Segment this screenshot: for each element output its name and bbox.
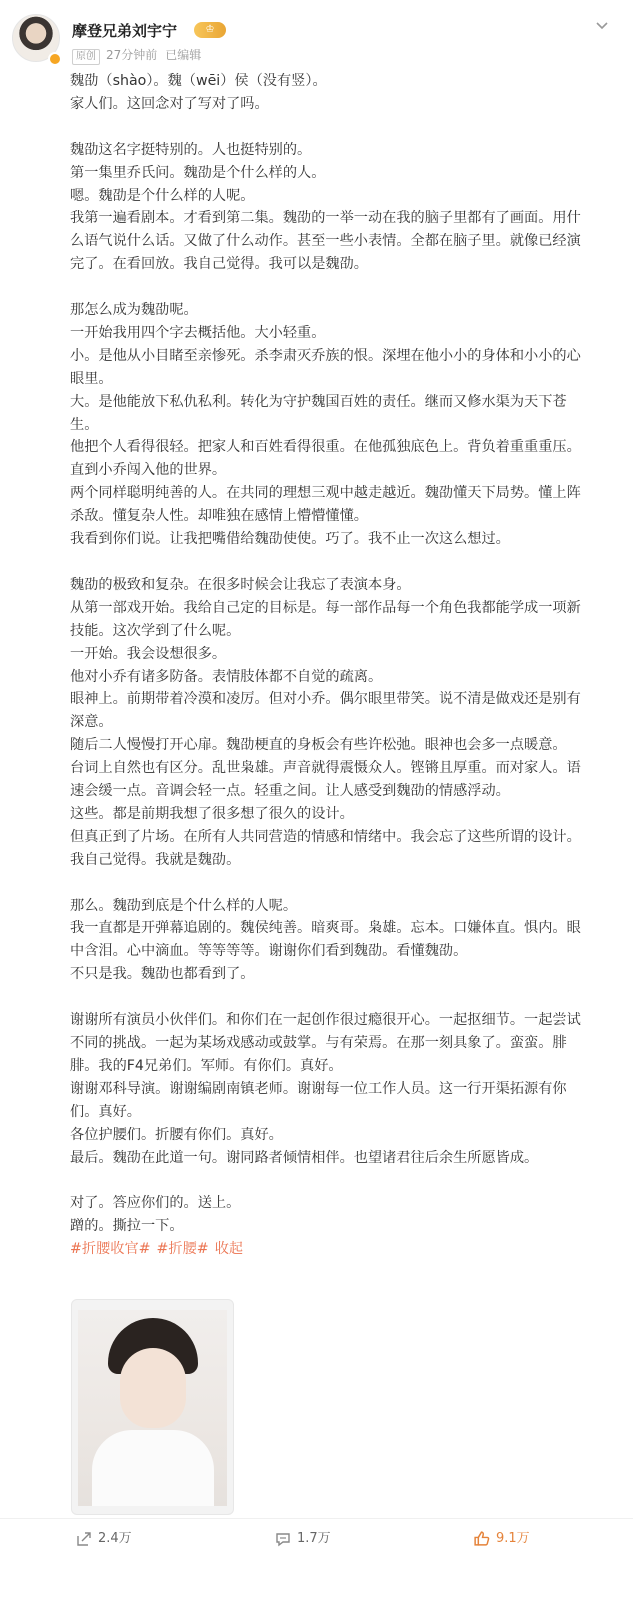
post-text-line: 他把个人看得很轻。把家人和百姓看得很重。在他孤独底色上。背负着重重重压。 [70, 439, 581, 456]
post-text-line: 直到小乔闯入他的世界。 [70, 462, 227, 479]
post-text-line: 谢谢邓科导演。谢谢编剧南镇老师。谢谢每一位工作人员。这一行开渠拓源有你 [70, 1080, 567, 1097]
post-text-line: 么语气说什么话。又做了什么动作。甚至一些小表情。全都在脑子里。就像已经演 [70, 233, 581, 250]
post-text-line: 那么。魏劭到底是个什么样的人呢。 [70, 897, 298, 914]
post-text-line: 嗯。魏劭是个什么样的人呢。 [70, 187, 255, 204]
paragraph-gap [70, 551, 603, 574]
post-header [12, 14, 612, 74]
post-text-line: 大。是他能放下私仇私利。转化为守护魏国百姓的责任。继而又修水渠为天下苍 [70, 393, 567, 410]
post-text-line: 各位护腰们。折腰有你们。真好。 [70, 1126, 283, 1143]
post-text-line: 台词上自然也有区分。乱世枭雄。声音就得震慑众人。铿锵且厚重。而对家人。语 [70, 760, 581, 777]
post-text-line: 技能。这次学到了什么呢。 [70, 622, 241, 639]
post-text-line: 我第一遍看剧本。才看到第二集。魏劭的一举一动在我的脑子里都有了画面。用什 [70, 210, 581, 227]
comment-count: 1.7万 [297, 1531, 331, 1546]
post-text-line: 蹭的。撕拉一下。 [70, 1218, 184, 1235]
post-text-line: 第一集里乔氏问。魏劭是个什么样的人。 [70, 164, 326, 181]
chevron-down-icon[interactable] [592, 18, 612, 38]
hashtag-link[interactable]: #折腰# [156, 1241, 209, 1258]
post-text-line: 小。是他从小目睹至亲惨死。杀李肃灭乔族的恨。深埋在他小小的身体和小小的心 [70, 347, 581, 364]
post-text-line: 中含泪。心中滴血。等等等等。谢谢你们看到魏劭。看懂魏劭。 [70, 943, 468, 960]
like-button[interactable] [473, 1529, 530, 1549]
comment-button[interactable] [275, 1529, 331, 1549]
post-text-line: 这些。都是前期我想了很多想了很久的设计。 [70, 805, 354, 822]
post-text-line: 他对小乔有诸多防备。表情肢体都不自觉的疏离。 [70, 668, 383, 685]
comment-icon [275, 1531, 291, 1547]
post-text-line: 一开始我用四个字去概括他。大小轻重。 [70, 324, 326, 341]
post-text-line: 眼里。 [70, 370, 113, 387]
hashtag-link[interactable]: #折腰收官# [70, 1241, 151, 1258]
post-text-line: 对了。答应你们的。送上。 [70, 1195, 241, 1212]
post-text-line: 随后二人慢慢打开心扉。魏劭梗直的身板会有些许松弛。眼神也会多一点暖意。 [70, 737, 567, 754]
paragraph-gap [70, 986, 603, 1009]
post-text-line: 那怎么成为魏劭呢。 [70, 302, 198, 319]
edited-label[interactable]: 已编辑 [165, 48, 202, 62]
paragraph-gap [70, 1169, 603, 1192]
paragraph-gap [70, 872, 603, 895]
post-text-line: 不同的挑战。一起为某场戏感动或鼓掌。与有荣焉。在那一刻具象了。蛮蛮。腓 [70, 1034, 567, 1051]
like-count: 9.1万 [496, 1531, 530, 1546]
thumbs-up-icon [473, 1530, 490, 1547]
post-actions [0, 1518, 633, 1559]
post-text-line: 生。 [70, 416, 99, 433]
post-text-line: 从第一部戏开始。我给自己定的目标是。每一部作品每一个角色我都能学成一项新 [70, 599, 581, 616]
post-text-line: 腓。我的F4兄弟们。军师。有你们。真好。 [70, 1057, 343, 1074]
post-text-line: 家人们。这回念对了写对了吗。 [70, 95, 269, 112]
share-icon [76, 1531, 92, 1547]
post-text-line: 们。真好。 [70, 1103, 141, 1120]
post-content [70, 70, 603, 1261]
post-text-line: 一开始。我会设想很多。 [70, 645, 227, 662]
post-photo[interactable] [71, 1299, 234, 1515]
post-text-line: 眼神上。前期带着冷漠和凌厉。但对小乔。偶尔眼里带笑。说不清是做戏还是别有 [70, 691, 581, 708]
username[interactable]: 摩登兄弟刘宇宁 [72, 22, 178, 40]
post-text-line: 两个同样聪明纯善的人。在共同的理想三观中越走越近。魏劭懂天下局势。懂上阵 [70, 485, 581, 502]
verified-badge-icon [48, 52, 62, 66]
post-text-line: 杀敌。懂复杂人性。却唯独在感情上懵懵懂懂。 [70, 508, 368, 525]
paragraph-gap [70, 116, 603, 139]
post-text-line: 我一直都是开弹幕追剧的。魏侯纯善。暗爽哥。枭雄。忘本。口嫌体直。惧内。眼 [70, 920, 581, 937]
paragraph-gap [70, 276, 603, 299]
post-text-line: 最后。魏劭在此道一句。谢同路者倾情相伴。也望诸君往后余生所愿皆成。 [70, 1149, 539, 1166]
original-tag: 原创 [72, 49, 100, 65]
post-text-line: 谢谢所有演员小伙伴们。和你们在一起创作很过瘾很开心。一起抠细节。一起尝试 [70, 1012, 581, 1029]
repost-button[interactable] [76, 1529, 132, 1549]
post-text-line: 速会缓一点。音调会轻一点。轻重之间。让人感受到魏劭的情感浮动。 [70, 783, 510, 800]
post-text-line: 完了。在看回放。我自己觉得。我可以是魏劭。 [70, 256, 368, 273]
post-text-line: 魏劭（shào）。魏（wēi）侯（没有竖）。 [70, 73, 327, 89]
post-meta [72, 46, 201, 65]
post-text-line: 不只是我。魏劭也都看到了。 [70, 966, 255, 983]
vip-badge[interactable]: ♔ [194, 22, 226, 38]
collapse-link[interactable]: 收起 [214, 1241, 244, 1258]
post-text-line: 魏劭这名字挺特别的。人也挺特别的。 [70, 141, 312, 158]
post-time[interactable]: 27分钟前 [106, 48, 158, 62]
repost-count: 2.4万 [98, 1531, 132, 1546]
post-text-line: 我看到你们说。让我把嘴借给魏劭使使。巧了。我不止一次这么想过。 [70, 531, 510, 548]
post-text-line: 深意。 [70, 714, 113, 731]
post-text-line: 魏劭的极致和复杂。在很多时候会让我忘了表演本身。 [70, 576, 411, 593]
post-text-line: 我自己觉得。我就是魏劭。 [70, 851, 241, 868]
hashtag-row [70, 1238, 603, 1261]
photo-face [120, 1348, 186, 1428]
post-text-line: 但真正到了片场。在所有人共同营造的情感和情绪中。我会忘了这些所谓的设计。 [70, 828, 581, 845]
photo-shirt [92, 1430, 214, 1506]
photo-portrait [78, 1310, 227, 1506]
